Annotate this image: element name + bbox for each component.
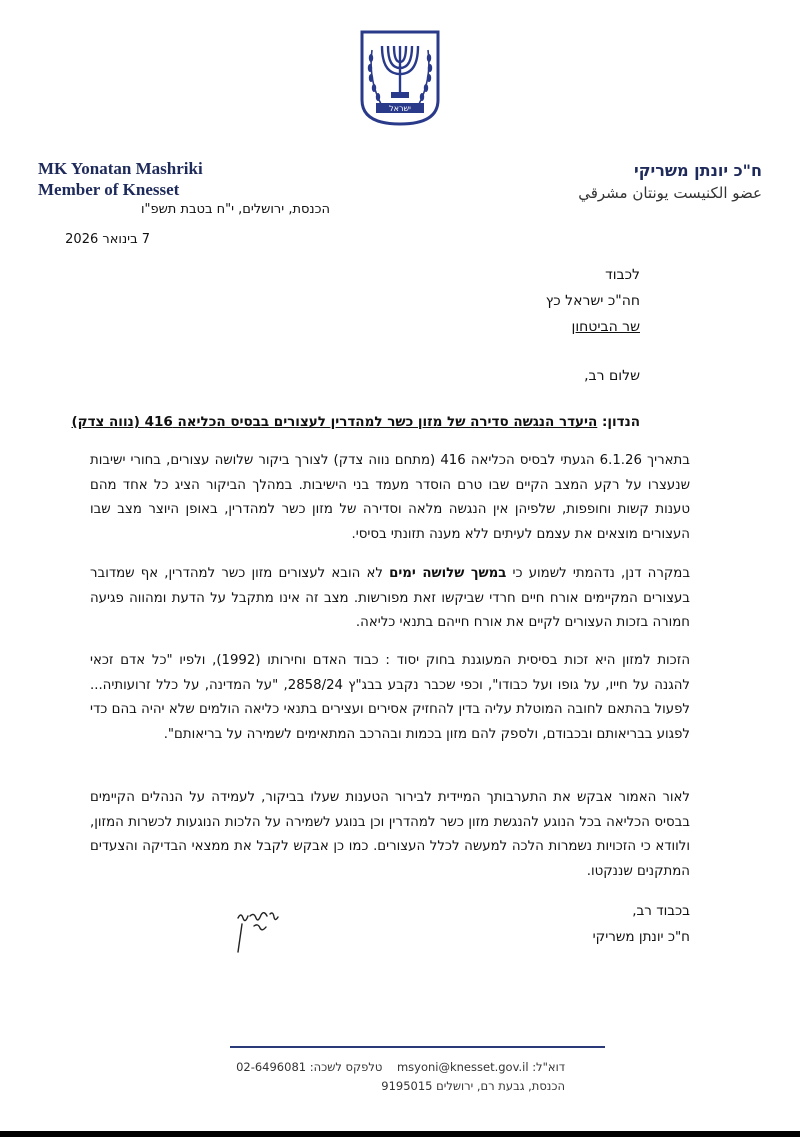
body-paragraph-2 xyxy=(90,562,690,636)
hebrew-name: ח"כ יונתן משריקי xyxy=(634,161,762,180)
subject-label: הנדון: xyxy=(602,414,640,430)
body-paragraph-4: לאור האמור אבקש את התערבותך המיידית לבירור הטענות שעלו בביקור, לעמידה על הנהלים הקיימים בבסיס הכליאה בכל הנוגע להנגשת מזון כשר למהדרין וכן בנוגע לשמירה על הלכות הנוגעות לכשרות המזון, ולוודא כי הזכויות נשמרות הלכה למעשה לכלל העצורים. כמו כן אבקש לקבל את ממצאי הבדיקה והצעדים המתקנים שננקטו. xyxy=(90,790,690,879)
scan-edge xyxy=(0,1131,800,1137)
address-line-3: שר הביטחון xyxy=(571,319,640,335)
english-name: MK Yonatan Mashriki xyxy=(38,159,203,178)
state-emblem-icon xyxy=(360,30,440,126)
recipient-address xyxy=(546,262,640,340)
postal-address: הכנסת, גבעת רם, ירושלים 9195015 xyxy=(381,1079,565,1093)
paragraph-2-start: במקרה דנן, נדהמתי לשמוע כי xyxy=(506,566,690,581)
footer-rule xyxy=(230,1046,605,1048)
emblem-text: ישראל xyxy=(389,104,411,113)
subject-text: היעדר הנגשה סדירה של מזון כשר למהדרין לעצורים בבסיס הכליאה 416 (נווה צדק) xyxy=(71,414,598,430)
closing-salutation: בכבוד רב, xyxy=(632,903,690,919)
address-line-1: לכבוד xyxy=(605,267,640,283)
handwritten-signature xyxy=(232,906,292,956)
body-paragraph-3: הזכות למזון היא זכות בסיסית המעוגנת בחוק יסוד : כבוד האדם וחירותו (1992), ולפיו "כל אדם זכאי להגנה על חייו, על גופו ועל כבודו", וכפי שכבר נקבע בבג"ץ 2858/24, "על המדינה, על כלל זרועותיה... לפעול בהתאם לחובה המוטלת עליה בדין להחזיק אסירים ועצירים בתנאי כליאה הולמים שלא יהיה בהם כדי לפגוע בבריאותם ובכבודם, ולספק להם מזון בכמות ובהרכב המתאימים לשמירה על בריאותם". xyxy=(90,653,691,742)
paragraph-2-emphasis: במשך שלושה ימים xyxy=(389,566,507,581)
fax-number: טלפקס לשכה: 02-6496081 xyxy=(236,1060,383,1074)
closing-block xyxy=(593,898,690,950)
subject-line xyxy=(71,414,640,430)
email-label: דוא"ל: xyxy=(532,1060,565,1074)
email-address[interactable]: msyoni@knesset.gov.il xyxy=(396,1060,529,1074)
footer-contact xyxy=(236,1058,565,1096)
place-date: הכנסת, ירושלים, י"ח בטבת תשפ"ו xyxy=(140,202,330,217)
paragraph-2-end: לא הובא לעצורים מזון כשר למהדרין, אף שמדובר בעצורים המקיימים אורח חיים חרדי שביקשו זאת מפורשות. מצב זה אינו מתקבל על הדעת ומהווה פגיעה חמורה בזכות העצורים לקיים את אורח חייהם בתנאי כליאה. xyxy=(90,566,690,630)
body-paragraph-1: בתאריך 6.1.26 הגעתי לבסיס הכליאה 416 (מתחם נווה צדק) לצורך ביקור שלושה עצורים, בחורי ישיבות שנעצרו על רקע המצב הקיים שבו טרם הוסדר מעמד בני הישיבות. במהלך הביקור הציג כל אחד מהם טענות קשות וחופפות, שלפיהן אין הנגשה מלאה וסדירה של מזון כשר למהדרין, באופן היוצר מצב שבו העצורים מוצאים את עצמם לעיתים ללא מענה תזונתי בסיסי. xyxy=(90,453,690,542)
greeting: שלום רב, xyxy=(584,368,640,384)
gregorian-date: 7 בינואר 2026 xyxy=(65,232,150,247)
closing-signatory: ח"כ יונתן משריקי xyxy=(592,929,690,945)
address-line-2: חה"כ ישראל כץ xyxy=(545,293,640,309)
letterhead-hebrew xyxy=(578,160,762,204)
english-title: Member of Knesset xyxy=(38,180,180,199)
letterhead-english xyxy=(38,158,203,200)
arabic-title: عضو الكنيست يونتان مشرقي xyxy=(578,184,762,202)
